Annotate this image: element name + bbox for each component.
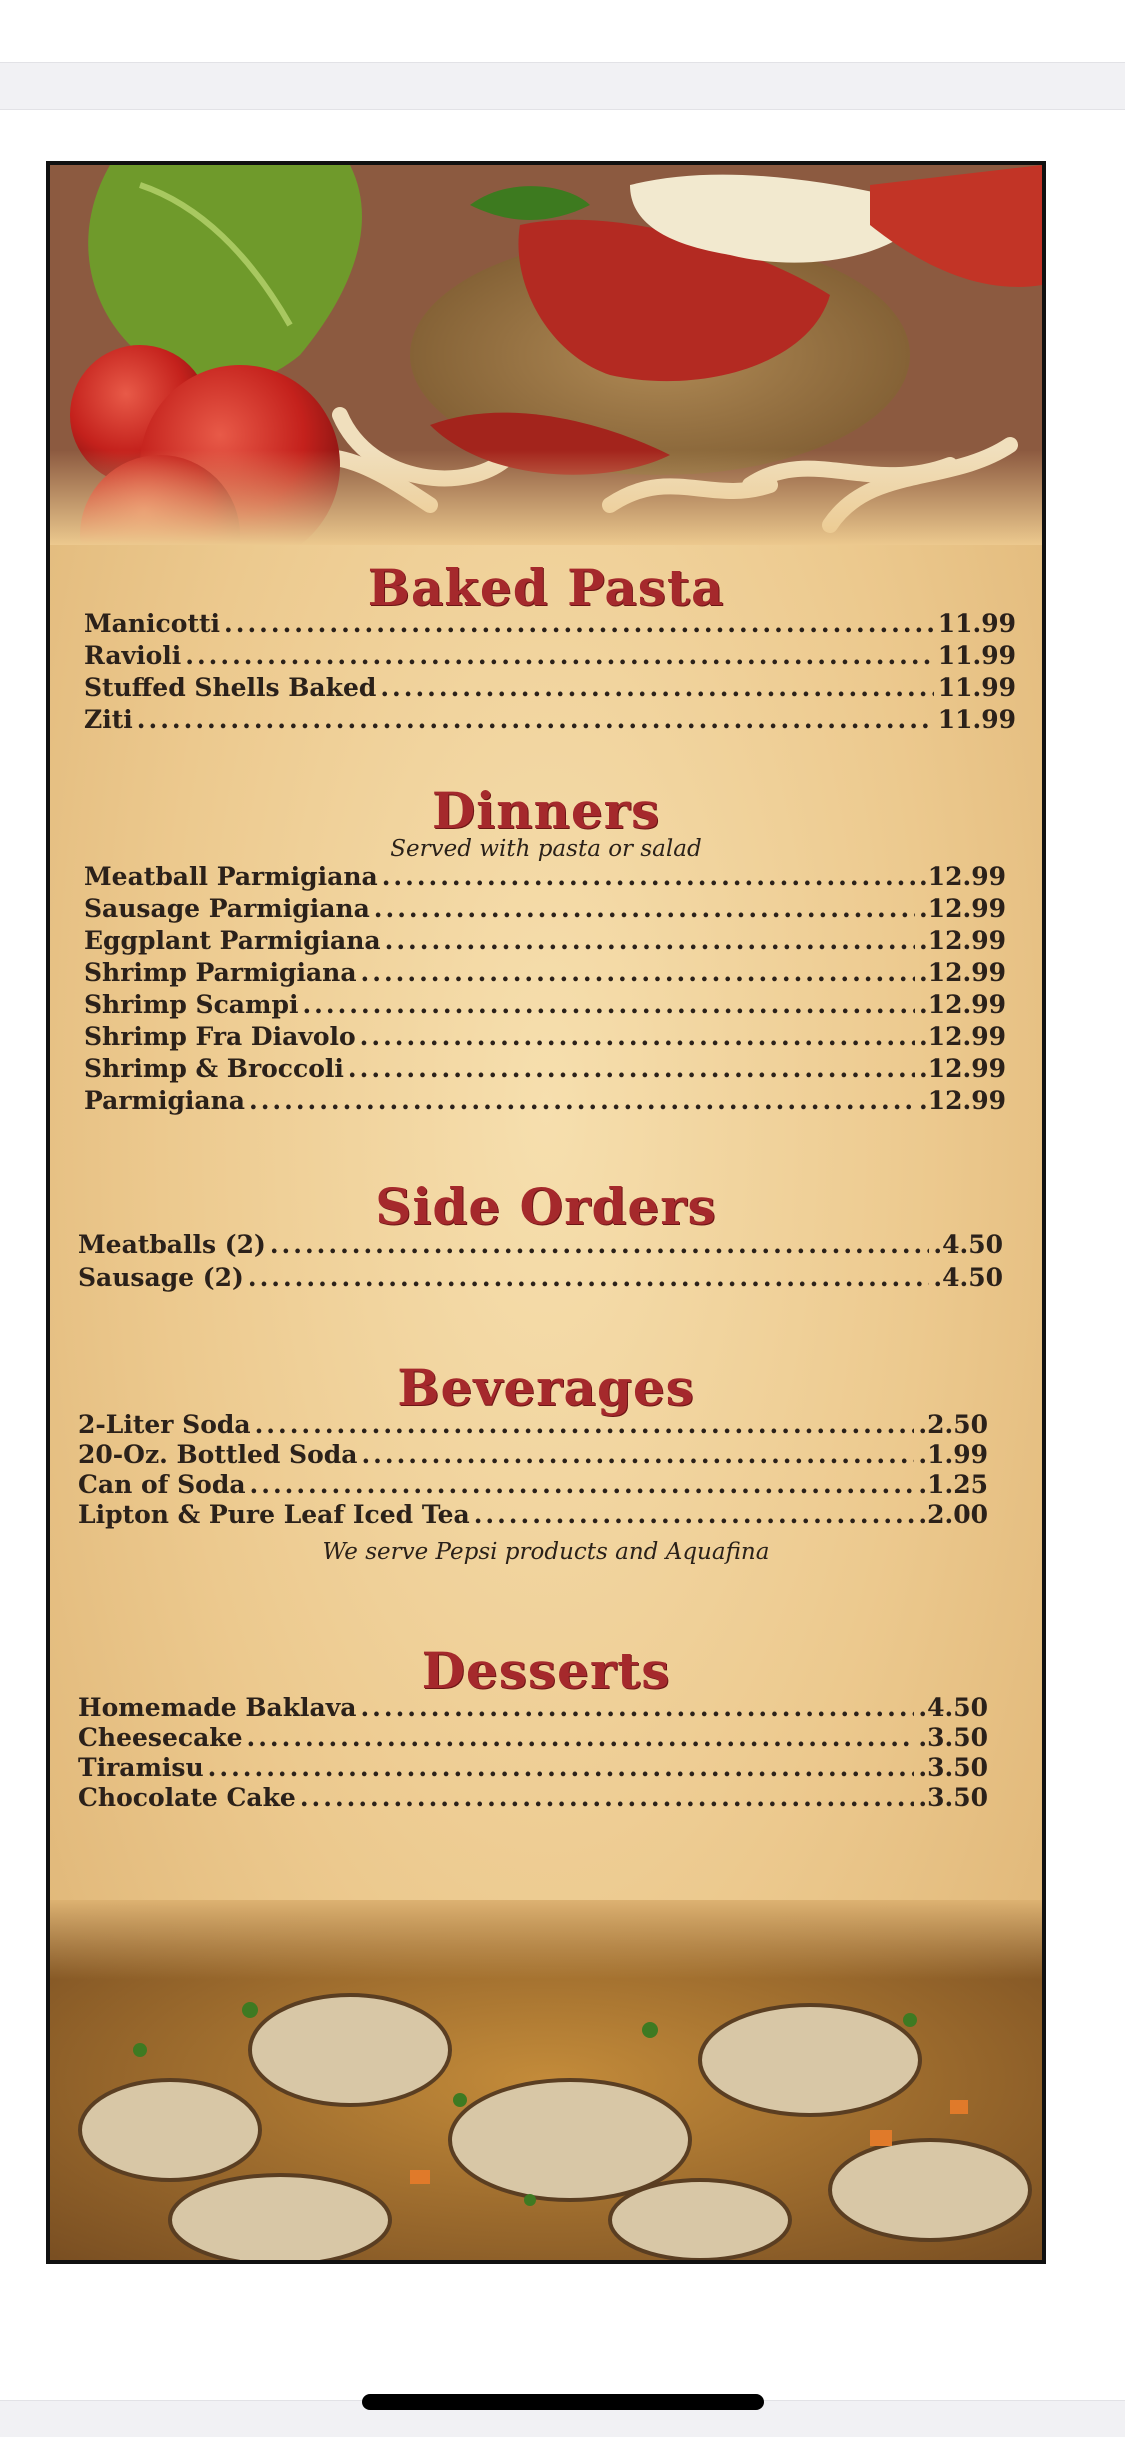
item-name: Shrimp & Broccoli [84,1054,344,1083]
item-name: Ravioli [84,641,182,670]
food-photo-top [50,165,1042,545]
item-price: .3.50 [918,1783,988,1812]
item-price: .12.99 [919,990,1006,1019]
menu-item [84,704,1016,736]
item-price: .12.99 [919,1054,1006,1083]
leader-dots [302,989,915,1021]
item-price: 11.99 [937,705,1016,734]
item-price: .12.99 [919,958,1006,987]
item-price: .1.99 [918,1440,988,1469]
menu-item [84,861,1006,893]
item-price: 11.99 [937,673,1016,702]
menu-item [78,1229,1003,1261]
leader-dots [250,1469,915,1501]
item-price: 11.99 [937,641,1016,670]
item-name: Parmigiana [84,1086,245,1115]
leader-dots [270,1229,930,1261]
menu-item [84,1085,1006,1117]
leader-dots [300,1782,915,1814]
item-name: Tiramisu [78,1753,204,1782]
leader-dots [247,1722,915,1754]
item-price: .12.99 [919,1086,1006,1115]
item-name: Meatball Parmigiana [84,862,378,891]
menu-item [78,1262,1003,1294]
leader-dots [255,1409,915,1441]
item-name: Meatballs (2) [78,1230,266,1259]
item-name: Stuffed Shells Baked [84,673,377,702]
item-name: Eggplant Parmigiana [84,926,381,955]
leader-dots [374,893,915,925]
item-price: .3.50 [918,1723,988,1752]
item-name: Manicotti [84,609,221,638]
menu-item [78,1499,988,1531]
menu-image [46,161,1046,2264]
item-price: .4.50 [933,1263,1003,1292]
menu-item [84,925,1006,957]
leader-dots [361,957,915,989]
item-name: 20-Oz. Bottled Soda [78,1440,358,1469]
menu-item [78,1722,988,1754]
leader-dots [474,1499,915,1531]
item-price: .2.00 [918,1500,988,1529]
item-name: Lipton & Pure Leaf Iced Tea [78,1500,470,1529]
menu-item [84,672,1016,704]
menu-item [84,989,1006,1021]
menu-item [78,1469,988,1501]
item-price: .4.50 [918,1693,988,1722]
section-subtitle-dinners: Served with pasta or salad [390,836,702,862]
menu-item [84,1053,1006,1085]
leader-dots [185,640,933,672]
item-name: 2-Liter Soda [78,1410,251,1439]
leader-dots [360,1021,915,1053]
item-price: 11.99 [937,609,1016,638]
item-name: Can of Soda [78,1470,246,1499]
menu-item [78,1439,988,1471]
item-name: Sausage Parmigiana [84,894,370,923]
item-price: .3.50 [918,1753,988,1782]
menu-item [84,957,1006,989]
menu-item [78,1782,988,1814]
beverages-footnote: We serve Pepsi products and Aquafina [322,1539,770,1565]
item-price: .12.99 [919,894,1006,923]
menu-item [84,640,1016,672]
menu-item [84,893,1006,925]
leader-dots [382,861,915,893]
leader-dots [385,925,915,957]
menu-item [84,1021,1006,1053]
leader-dots [249,1085,915,1117]
item-price: .12.99 [919,862,1006,891]
section-title-side-orders: Side Orders [375,1177,717,1236]
item-name: Shrimp Parmigiana [84,958,357,987]
leader-dots [380,672,933,704]
item-price: .2.50 [918,1410,988,1439]
food-photo-bottom [50,1900,1042,2260]
leader-dots [137,704,934,736]
item-name: Sausage (2) [78,1263,244,1292]
item-name: Ziti [84,705,133,734]
item-name: Chocolate Cake [78,1783,296,1812]
item-price: .1.25 [918,1470,988,1499]
item-name: Shrimp Scampi [84,990,299,1019]
menu-item [78,1409,988,1441]
leader-dots [248,1262,930,1294]
section-title-desserts: Desserts [421,1641,671,1700]
menu-item [84,608,1016,640]
menu-item [78,1692,988,1724]
leader-dots [208,1752,915,1784]
section-title-dinners: Dinners [431,781,661,840]
section-title-beverages: Beverages [397,1358,695,1417]
leader-dots [360,1692,914,1724]
leader-dots [361,1439,914,1471]
item-price: .12.99 [919,1022,1006,1051]
item-name: Homemade Baklava [78,1693,357,1722]
menu-item [78,1752,988,1784]
item-name: Cheesecake [78,1723,243,1752]
leader-dots [348,1053,915,1085]
item-price: .12.99 [919,926,1006,955]
browser-top-bar [0,62,1125,110]
home-indicator[interactable] [362,2394,764,2410]
item-name: Shrimp Fra Diavolo [84,1022,356,1051]
leader-dots [224,608,934,640]
item-price: .4.50 [933,1230,1003,1259]
section-title-baked-pasta: Baked Pasta [367,558,725,617]
